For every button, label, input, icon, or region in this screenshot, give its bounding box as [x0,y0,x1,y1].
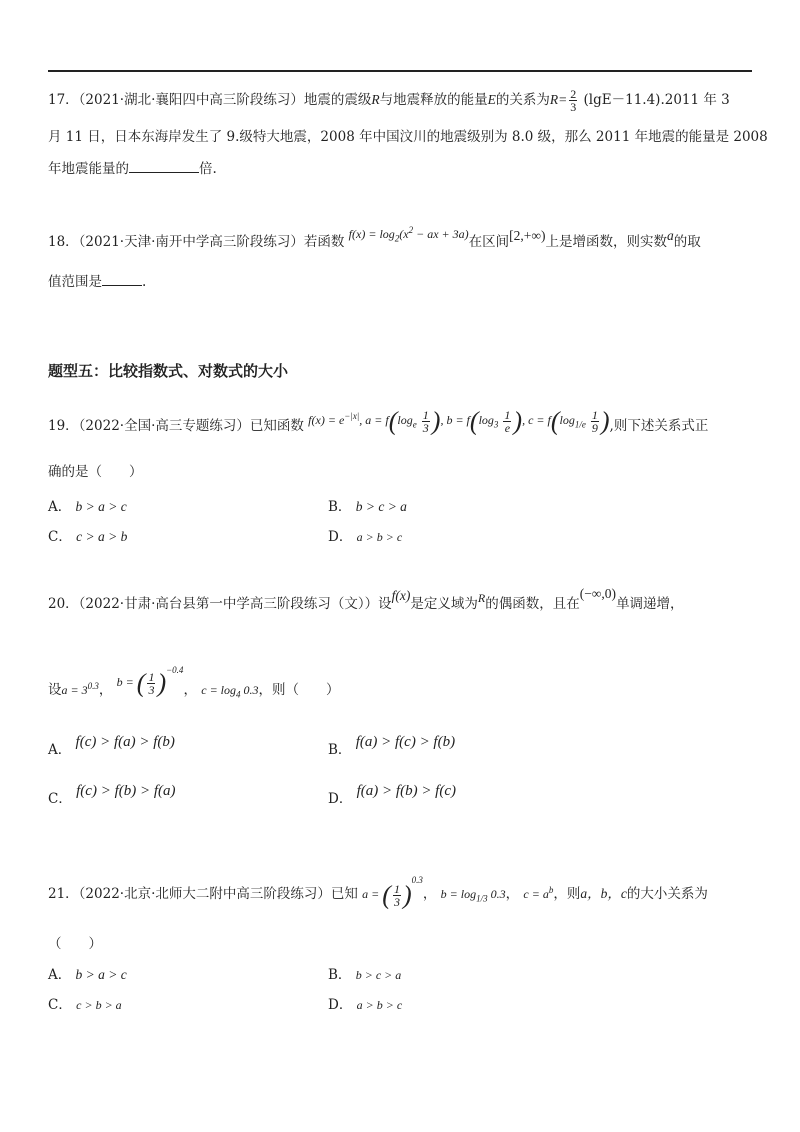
q21-text: 21．（2022·北京·北师大二附中高三阶段练习）已知 [48,886,358,902]
q21-option-b[interactable]: B． b > c > a [328,967,402,983]
q20-a-def: $a = 3^{0.3}$ [61,681,99,697]
q17-text: 的关系为 [495,92,550,108]
q20-line-2: 设$a = 3^{0.3}$， b = ( $\frac{1}{3}$ )$^{-0.4}$， $c = \log_4 0.3$，则（ ） [48,665,340,700]
section-heading: 题型五：比较指数式、对数式的大小 [48,362,289,380]
q17-line-3 [48,159,217,179]
q18-text: 在区间 [468,234,510,250]
q18-line-2 [48,272,146,292]
q20-text: 的偶函数，且在 [485,596,580,612]
q19-option-a[interactable]: A． b > a > c [48,499,127,515]
q18-function: $f(x) = \log_2(x^2$ − ax + 3a) [348,225,469,244]
q21-vars: a，b，c [580,886,627,901]
q20-text: 20．（2022·甘肃·高台县第一中学高三阶段练习（文））设 [48,596,392,612]
q21-option-a[interactable]: A． b > a > c [48,967,127,983]
q17-line-2: 月 11 日，日本东海岸发生了 9.级特大地震，2008 年中国汶川的地震级别为 8.0 级，那么 2011 年地震的能量是 2008 [48,129,768,145]
q21-line-2: （ ） [48,936,102,952]
q19-text: 19．（2022·全国·高三专题练习）已知函数 [48,418,304,434]
answer-blank[interactable] [102,285,142,286]
q18-interval: [2,+∞) [509,228,546,243]
q21-line-1: 21．（2022·北京·北师大二附中高三阶段练习）已知 a = ( $\frac{1}{3}$ )$^{0.3}$， $b = \log_{1/3} 0.3$， $c = a^b$，则a，b，c的大小关系为 [48,875,708,910]
q18-text: . [142,274,147,290]
q17-text: 倍. [199,161,217,177]
q21-b-def: $b = \log_{1/3} 0.3$ [440,887,506,904]
q21-option-c[interactable]: C． c > b > a [48,997,122,1013]
q20-option-c[interactable]: C． f(c) > f(b) > f(a) [48,783,176,807]
q19-option-d[interactable]: D． a > b > c [328,529,403,545]
q19-text: ,则下述关系式正 [609,418,709,434]
q18-text: 上是增函数，则实数 [545,234,668,250]
q20-option-a[interactable]: A． f(c) > f(a) > f(b) [48,734,175,758]
q20-var-r: R [477,591,486,605]
q17-var-r: R [371,92,380,107]
top-rule [48,70,752,72]
q20-text: 设 [48,682,62,698]
q17-text: 年地震能量的 [48,161,129,177]
q20-text: 是定义域为 [410,596,478,612]
q19-line-2: 确的是（ ） [48,464,143,480]
q21-text: ，则 [553,886,581,902]
q17-text: (lgE－11.4).2011 年 3 [583,92,730,108]
q18-var-a: a [667,228,674,243]
q17-line-1 [48,88,730,113]
q21-a-def: a = ( $\frac{1}{3}$ )$^{0.3}$ [362,875,423,910]
answer-blank[interactable] [129,172,199,173]
q20-line-1 [48,586,684,614]
q20-fx: f(x) [391,588,411,603]
q19-option-b[interactable]: B． b > c > a [328,499,407,515]
q18-text: 值范围是 [48,274,102,290]
q17-text: 17．（2021·湖北·襄阳四中高三阶段练习）地震的震级 [48,92,372,108]
q20-text: 单调递增， [616,596,684,612]
q17-equation: R= [549,92,568,107]
q18-text: 18．（2021·天津·南开中学高三阶段练习）若函数 [48,234,345,250]
q19-option-c[interactable]: C． c > a > b [48,529,128,545]
q19-line-1 [48,406,709,440]
q20-option-b[interactable]: B． f(a) > f(c) > f(b) [328,734,456,758]
q20-b-def: b = ( $\frac{1}{3}$ )$^{-0.4}$ [116,665,184,698]
q17-var-e: E [487,92,496,107]
q17-fraction: $\frac{2}{3}$ [570,87,577,114]
q21-text: 的大小关系为 [626,886,708,902]
q18-line-1 [48,225,701,256]
q17-text: 与地震释放的能量 [379,92,488,108]
q19-function: $f(x) = e^{-|x|}$, $a = f(\log_e$ $\frac{1}{3}$ ), $b = f(\log_3$ $\frac{1}{e}$ ), $c = f(\log_{1/e}$ $\frac{1}{9}$ ) [308,406,610,436]
q20-text: ，则（ ） [258,682,340,698]
q20-interval: (−∞,0) [579,586,617,601]
q21-option-d[interactable]: D． a > b > c [328,997,403,1013]
q21-c-def: $c = a^b$ [523,885,554,901]
q18-text: 的取 [673,234,701,250]
q20-c-def: $c = \log_4 0.3$ [201,683,259,700]
q20-option-d[interactable]: D． f(a) > f(b) > f(c) [328,783,456,807]
